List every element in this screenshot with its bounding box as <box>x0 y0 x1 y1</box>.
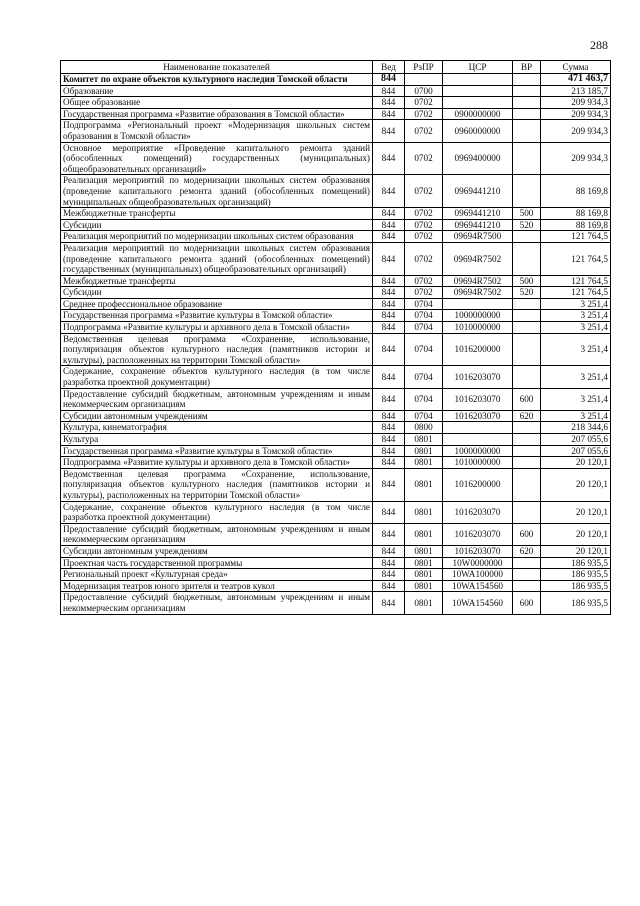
row-name-cell: Содержание, сохранение объектов культурного наследия (в том числе разработка проектной документации) <box>61 366 373 388</box>
row-rzpr-cell: 0702 <box>405 108 443 120</box>
header-rzpr: РзПР <box>405 61 443 74</box>
row-rzpr-cell: 0702 <box>405 120 443 142</box>
row-name-cell: Государственная программа «Развитие образования в Томской области» <box>61 108 373 120</box>
row-ved-cell: 844 <box>373 298 405 310</box>
row-rzpr-cell: 0801 <box>405 592 443 614</box>
row-sum-cell: 186 935,5 <box>541 580 611 592</box>
row-name-cell: Субсидии <box>61 287 373 299</box>
row-name-cell: Ведомственная целевая программа «Сохранение, использование, популяризация объектов культурного наследия (памятников истории и культуры), расположенных на территории Томской области» <box>61 468 373 501</box>
row-sum-cell: 471 463,7 <box>541 74 611 86</box>
table-row <box>61 333 611 366</box>
table-row <box>61 445 611 457</box>
row-ved-cell: 844 <box>373 142 405 175</box>
row-sum-cell: 3 251,4 <box>541 333 611 366</box>
row-vr-cell <box>513 557 541 569</box>
row-ved-cell: 844 <box>373 310 405 322</box>
header-csr: ЦСР <box>443 61 513 74</box>
row-csr-cell: 0969441210 <box>443 219 513 231</box>
table-row <box>61 298 611 310</box>
row-csr-cell: 1010000000 <box>443 322 513 334</box>
table-row <box>61 231 611 243</box>
table-row <box>61 366 611 388</box>
row-csr-cell: 1016203070 <box>443 366 513 388</box>
row-ved-cell: 844 <box>373 501 405 523</box>
row-csr-cell <box>443 85 513 97</box>
row-vr-cell <box>513 97 541 109</box>
row-vr-cell <box>513 120 541 142</box>
row-ved-cell: 844 <box>373 242 405 275</box>
row-sum-cell: 121 764,5 <box>541 287 611 299</box>
table-row <box>61 422 611 434</box>
row-sum-cell: 209 934,3 <box>541 97 611 109</box>
row-ved-cell: 844 <box>373 333 405 366</box>
row-sum-cell: 209 934,3 <box>541 108 611 120</box>
row-name-cell: Региональный проект «Культурная среда» <box>61 569 373 581</box>
row-rzpr-cell: 0702 <box>405 219 443 231</box>
row-vr-cell <box>513 74 541 86</box>
row-csr-cell <box>443 74 513 86</box>
table-row <box>61 501 611 523</box>
row-rzpr-cell: 0801 <box>405 501 443 523</box>
table-row <box>61 457 611 469</box>
row-sum-cell: 186 935,5 <box>541 592 611 614</box>
row-rzpr-cell: 0801 <box>405 468 443 501</box>
row-csr-cell: 1000000000 <box>443 445 513 457</box>
row-csr-cell <box>443 97 513 109</box>
table-row <box>61 322 611 334</box>
row-vr-cell <box>513 175 541 208</box>
row-sum-cell: 121 764,5 <box>541 275 611 287</box>
row-ved-cell: 844 <box>373 208 405 220</box>
row-name-cell: Подпрограмма «Региональный проект «Модернизация школьных систем образования в Томской области» <box>61 120 373 142</box>
table-row <box>61 275 611 287</box>
row-name-cell: Культура, кинематография <box>61 422 373 434</box>
row-sum-cell: 218 344,6 <box>541 422 611 434</box>
row-name-cell: Межбюджетные трансферты <box>61 208 373 220</box>
row-rzpr-cell: 0704 <box>405 333 443 366</box>
row-vr-cell <box>513 445 541 457</box>
table-body <box>61 74 611 615</box>
row-ved-cell: 844 <box>373 120 405 142</box>
row-sum-cell: 121 764,5 <box>541 231 611 243</box>
row-ved-cell: 844 <box>373 231 405 243</box>
row-ved-cell: 844 <box>373 97 405 109</box>
row-name-cell: Комитет по охране объектов культурного наследия Томской области <box>61 74 373 86</box>
row-sum-cell: 20 120,1 <box>541 457 611 469</box>
budget-table <box>60 60 611 615</box>
row-sum-cell: 88 169,8 <box>541 175 611 208</box>
table-row <box>61 569 611 581</box>
row-name-cell: Подпрограмма «Развитие культуры и архивного дела в Томской области» <box>61 457 373 469</box>
row-rzpr-cell: 0801 <box>405 545 443 557</box>
row-vr-cell: 600 <box>513 523 541 545</box>
row-rzpr-cell: 0801 <box>405 445 443 457</box>
row-ved-cell: 844 <box>373 219 405 231</box>
header-ved: Вед <box>373 61 405 74</box>
row-name-cell: Культура <box>61 434 373 446</box>
row-ved-cell: 844 <box>373 287 405 299</box>
row-rzpr-cell: 0801 <box>405 523 443 545</box>
row-name-cell: Государственная программа «Развитие культуры в Томской области» <box>61 445 373 457</box>
row-rzpr-cell: 0704 <box>405 388 443 410</box>
row-ved-cell: 844 <box>373 74 405 86</box>
row-ved-cell: 844 <box>373 388 405 410</box>
row-csr-cell: 09694R7502 <box>443 287 513 299</box>
row-csr-cell: 1000000000 <box>443 310 513 322</box>
row-sum-cell: 3 251,4 <box>541 410 611 422</box>
row-csr-cell: 10WA100000 <box>443 569 513 581</box>
table-row <box>61 388 611 410</box>
row-csr-cell: 1016203070 <box>443 523 513 545</box>
row-ved-cell: 844 <box>373 523 405 545</box>
row-name-cell: Реализация мероприятий по модернизации школьных систем образования (проведение капитального ремонта зданий (обособленных помещений) государственных (муниципальных) общеобразовательных организаций) <box>61 242 373 275</box>
row-csr-cell: 1016203070 <box>443 388 513 410</box>
row-vr-cell: 500 <box>513 275 541 287</box>
table-row <box>61 142 611 175</box>
row-name-cell: Подпрограмма «Развитие культуры и архивного дела в Томской области» <box>61 322 373 334</box>
row-vr-cell: 600 <box>513 388 541 410</box>
row-ved-cell: 844 <box>373 422 405 434</box>
header-vr: ВР <box>513 61 541 74</box>
row-name-cell: Предоставление субсидий бюджетным, автономным учреждениям и иным некоммерческим организациям <box>61 592 373 614</box>
table-row <box>61 108 611 120</box>
table-row <box>61 208 611 220</box>
row-vr-cell <box>513 322 541 334</box>
table-row <box>61 74 611 86</box>
row-rzpr-cell: 0702 <box>405 275 443 287</box>
row-name-cell: Предоставление субсидий бюджетным, автономным учреждениям и иным некоммерческим организациям <box>61 388 373 410</box>
row-vr-cell: 520 <box>513 287 541 299</box>
row-rzpr-cell: 0702 <box>405 97 443 109</box>
row-vr-cell <box>513 142 541 175</box>
table-row <box>61 287 611 299</box>
table-row <box>61 175 611 208</box>
row-ved-cell: 844 <box>373 175 405 208</box>
row-csr-cell: 10WA154560 <box>443 592 513 614</box>
row-csr-cell: 0900000000 <box>443 108 513 120</box>
row-rzpr-cell: 0702 <box>405 175 443 208</box>
row-rzpr-cell: 0702 <box>405 287 443 299</box>
row-csr-cell: 1016203070 <box>443 501 513 523</box>
row-name-cell: Основное мероприятие «Проведение капитального ремонта зданий (обособленных помещений) государственных (муниципальных) общеобразовательных организаций» <box>61 142 373 175</box>
row-csr-cell: 10WA154560 <box>443 580 513 592</box>
row-csr-cell: 1016200000 <box>443 468 513 501</box>
row-rzpr-cell: 0702 <box>405 142 443 175</box>
row-rzpr-cell: 0704 <box>405 298 443 310</box>
row-name-cell: Субсидии <box>61 219 373 231</box>
row-sum-cell: 3 251,4 <box>541 310 611 322</box>
row-sum-cell: 213 185,7 <box>541 85 611 97</box>
row-sum-cell: 207 055,6 <box>541 445 611 457</box>
row-csr-cell: 0969441210 <box>443 175 513 208</box>
row-ved-cell: 844 <box>373 557 405 569</box>
row-sum-cell: 3 251,4 <box>541 366 611 388</box>
row-csr-cell: 1016203070 <box>443 410 513 422</box>
row-name-cell: Реализация мероприятий по модернизации школьных систем образования (проведение капитального ремонта зданий (обособленных помещений) муниципальных общеобразовательных организаций) <box>61 175 373 208</box>
table-row <box>61 120 611 142</box>
row-rzpr-cell: 0704 <box>405 410 443 422</box>
row-name-cell: Субсидии автономным учреждениям <box>61 545 373 557</box>
row-sum-cell: 20 120,1 <box>541 545 611 557</box>
table-row <box>61 580 611 592</box>
row-vr-cell: 520 <box>513 219 541 231</box>
row-csr-cell: 09694R7502 <box>443 275 513 287</box>
row-vr-cell <box>513 231 541 243</box>
row-ved-cell: 844 <box>373 580 405 592</box>
row-rzpr-cell: 0800 <box>405 422 443 434</box>
row-rzpr-cell: 0801 <box>405 457 443 469</box>
row-sum-cell: 209 934,3 <box>541 120 611 142</box>
row-sum-cell: 20 120,1 <box>541 501 611 523</box>
row-csr-cell: 0969400000 <box>443 142 513 175</box>
row-rzpr-cell: 0801 <box>405 557 443 569</box>
row-csr-cell: 09694R7502 <box>443 242 513 275</box>
table-row <box>61 468 611 501</box>
row-rzpr-cell <box>405 74 443 86</box>
row-rzpr-cell: 0704 <box>405 310 443 322</box>
row-csr-cell <box>443 434 513 446</box>
row-vr-cell: 600 <box>513 592 541 614</box>
row-csr-cell: 0969441210 <box>443 208 513 220</box>
row-name-cell: Реализация мероприятий по модернизации школьных систем образования <box>61 231 373 243</box>
table-row <box>61 523 611 545</box>
table-row <box>61 97 611 109</box>
row-sum-cell: 209 934,3 <box>541 142 611 175</box>
row-sum-cell: 186 935,5 <box>541 569 611 581</box>
table-row <box>61 310 611 322</box>
row-name-cell: Образование <box>61 85 373 97</box>
row-sum-cell: 88 169,8 <box>541 208 611 220</box>
row-rzpr-cell: 0700 <box>405 85 443 97</box>
row-vr-cell <box>513 457 541 469</box>
row-ved-cell: 844 <box>373 322 405 334</box>
table-row <box>61 85 611 97</box>
row-sum-cell: 20 120,1 <box>541 468 611 501</box>
table-row <box>61 545 611 557</box>
row-vr-cell <box>513 501 541 523</box>
row-csr-cell: 0960000000 <box>443 120 513 142</box>
row-csr-cell: 10W0000000 <box>443 557 513 569</box>
row-name-cell: Модернизация театров юного зрителя и театров кукол <box>61 580 373 592</box>
row-rzpr-cell: 0702 <box>405 242 443 275</box>
row-sum-cell: 20 120,1 <box>541 523 611 545</box>
row-name-cell: Межбюджетные трансферты <box>61 275 373 287</box>
row-vr-cell <box>513 422 541 434</box>
row-sum-cell: 121 764,5 <box>541 242 611 275</box>
row-name-cell: Ведомственная целевая программа «Сохранение, использование, популяризация объектов культурного наследия (памятников истории и культуры), расположенных на территории Томской области» <box>61 333 373 366</box>
row-ved-cell: 844 <box>373 445 405 457</box>
row-name-cell: Проектная часть государственной программы <box>61 557 373 569</box>
row-rzpr-cell: 0704 <box>405 366 443 388</box>
row-ved-cell: 844 <box>373 410 405 422</box>
row-rzpr-cell: 0801 <box>405 434 443 446</box>
row-name-cell: Содержание, сохранение объектов культурного наследия (в том числе разработка проектной документации) <box>61 501 373 523</box>
row-ved-cell: 844 <box>373 468 405 501</box>
header-name: Наименование показателей <box>61 61 373 74</box>
row-name-cell: Общее образование <box>61 97 373 109</box>
row-ved-cell: 844 <box>373 434 405 446</box>
header-sum: Сумма <box>541 61 611 74</box>
row-sum-cell: 3 251,4 <box>541 322 611 334</box>
row-ved-cell: 844 <box>373 592 405 614</box>
row-sum-cell: 207 055,6 <box>541 434 611 446</box>
table-row <box>61 434 611 446</box>
row-ved-cell: 844 <box>373 366 405 388</box>
row-vr-cell: 620 <box>513 410 541 422</box>
row-ved-cell: 844 <box>373 108 405 120</box>
row-rzpr-cell: 0702 <box>405 208 443 220</box>
row-vr-cell <box>513 333 541 366</box>
row-name-cell: Предоставление субсидий бюджетным, автономным учреждениям и иным некоммерческим организациям <box>61 523 373 545</box>
row-csr-cell <box>443 298 513 310</box>
row-vr-cell <box>513 85 541 97</box>
row-vr-cell <box>513 298 541 310</box>
row-vr-cell <box>513 242 541 275</box>
row-vr-cell <box>513 569 541 581</box>
row-vr-cell <box>513 468 541 501</box>
row-sum-cell: 3 251,4 <box>541 298 611 310</box>
row-name-cell: Субсидии автономным учреждениям <box>61 410 373 422</box>
row-ved-cell: 844 <box>373 275 405 287</box>
row-vr-cell <box>513 108 541 120</box>
row-vr-cell: 620 <box>513 545 541 557</box>
table-row <box>61 410 611 422</box>
table-row <box>61 592 611 614</box>
row-ved-cell: 844 <box>373 545 405 557</box>
row-rzpr-cell: 0704 <box>405 322 443 334</box>
row-csr-cell: 1016203070 <box>443 545 513 557</box>
row-vr-cell <box>513 580 541 592</box>
table-row <box>61 242 611 275</box>
row-vr-cell: 500 <box>513 208 541 220</box>
row-vr-cell <box>513 366 541 388</box>
row-name-cell: Государственная программа «Развитие культуры в Томской области» <box>61 310 373 322</box>
row-csr-cell: 09694R7500 <box>443 231 513 243</box>
row-sum-cell: 3 251,4 <box>541 388 611 410</box>
row-rzpr-cell: 0801 <box>405 580 443 592</box>
row-rzpr-cell: 0702 <box>405 231 443 243</box>
table-header-row <box>61 61 611 74</box>
row-ved-cell: 844 <box>373 569 405 581</box>
row-vr-cell <box>513 310 541 322</box>
row-vr-cell <box>513 434 541 446</box>
row-csr-cell: 1010000000 <box>443 457 513 469</box>
row-sum-cell: 186 935,5 <box>541 557 611 569</box>
row-sum-cell: 88 169,8 <box>541 219 611 231</box>
row-csr-cell: 1016200000 <box>443 333 513 366</box>
row-ved-cell: 844 <box>373 457 405 469</box>
row-ved-cell: 844 <box>373 85 405 97</box>
row-name-cell: Среднее профессиональное образование <box>61 298 373 310</box>
row-csr-cell <box>443 422 513 434</box>
table-row <box>61 557 611 569</box>
page-number: 288 <box>590 38 608 52</box>
table-row <box>61 219 611 231</box>
row-rzpr-cell: 0801 <box>405 569 443 581</box>
